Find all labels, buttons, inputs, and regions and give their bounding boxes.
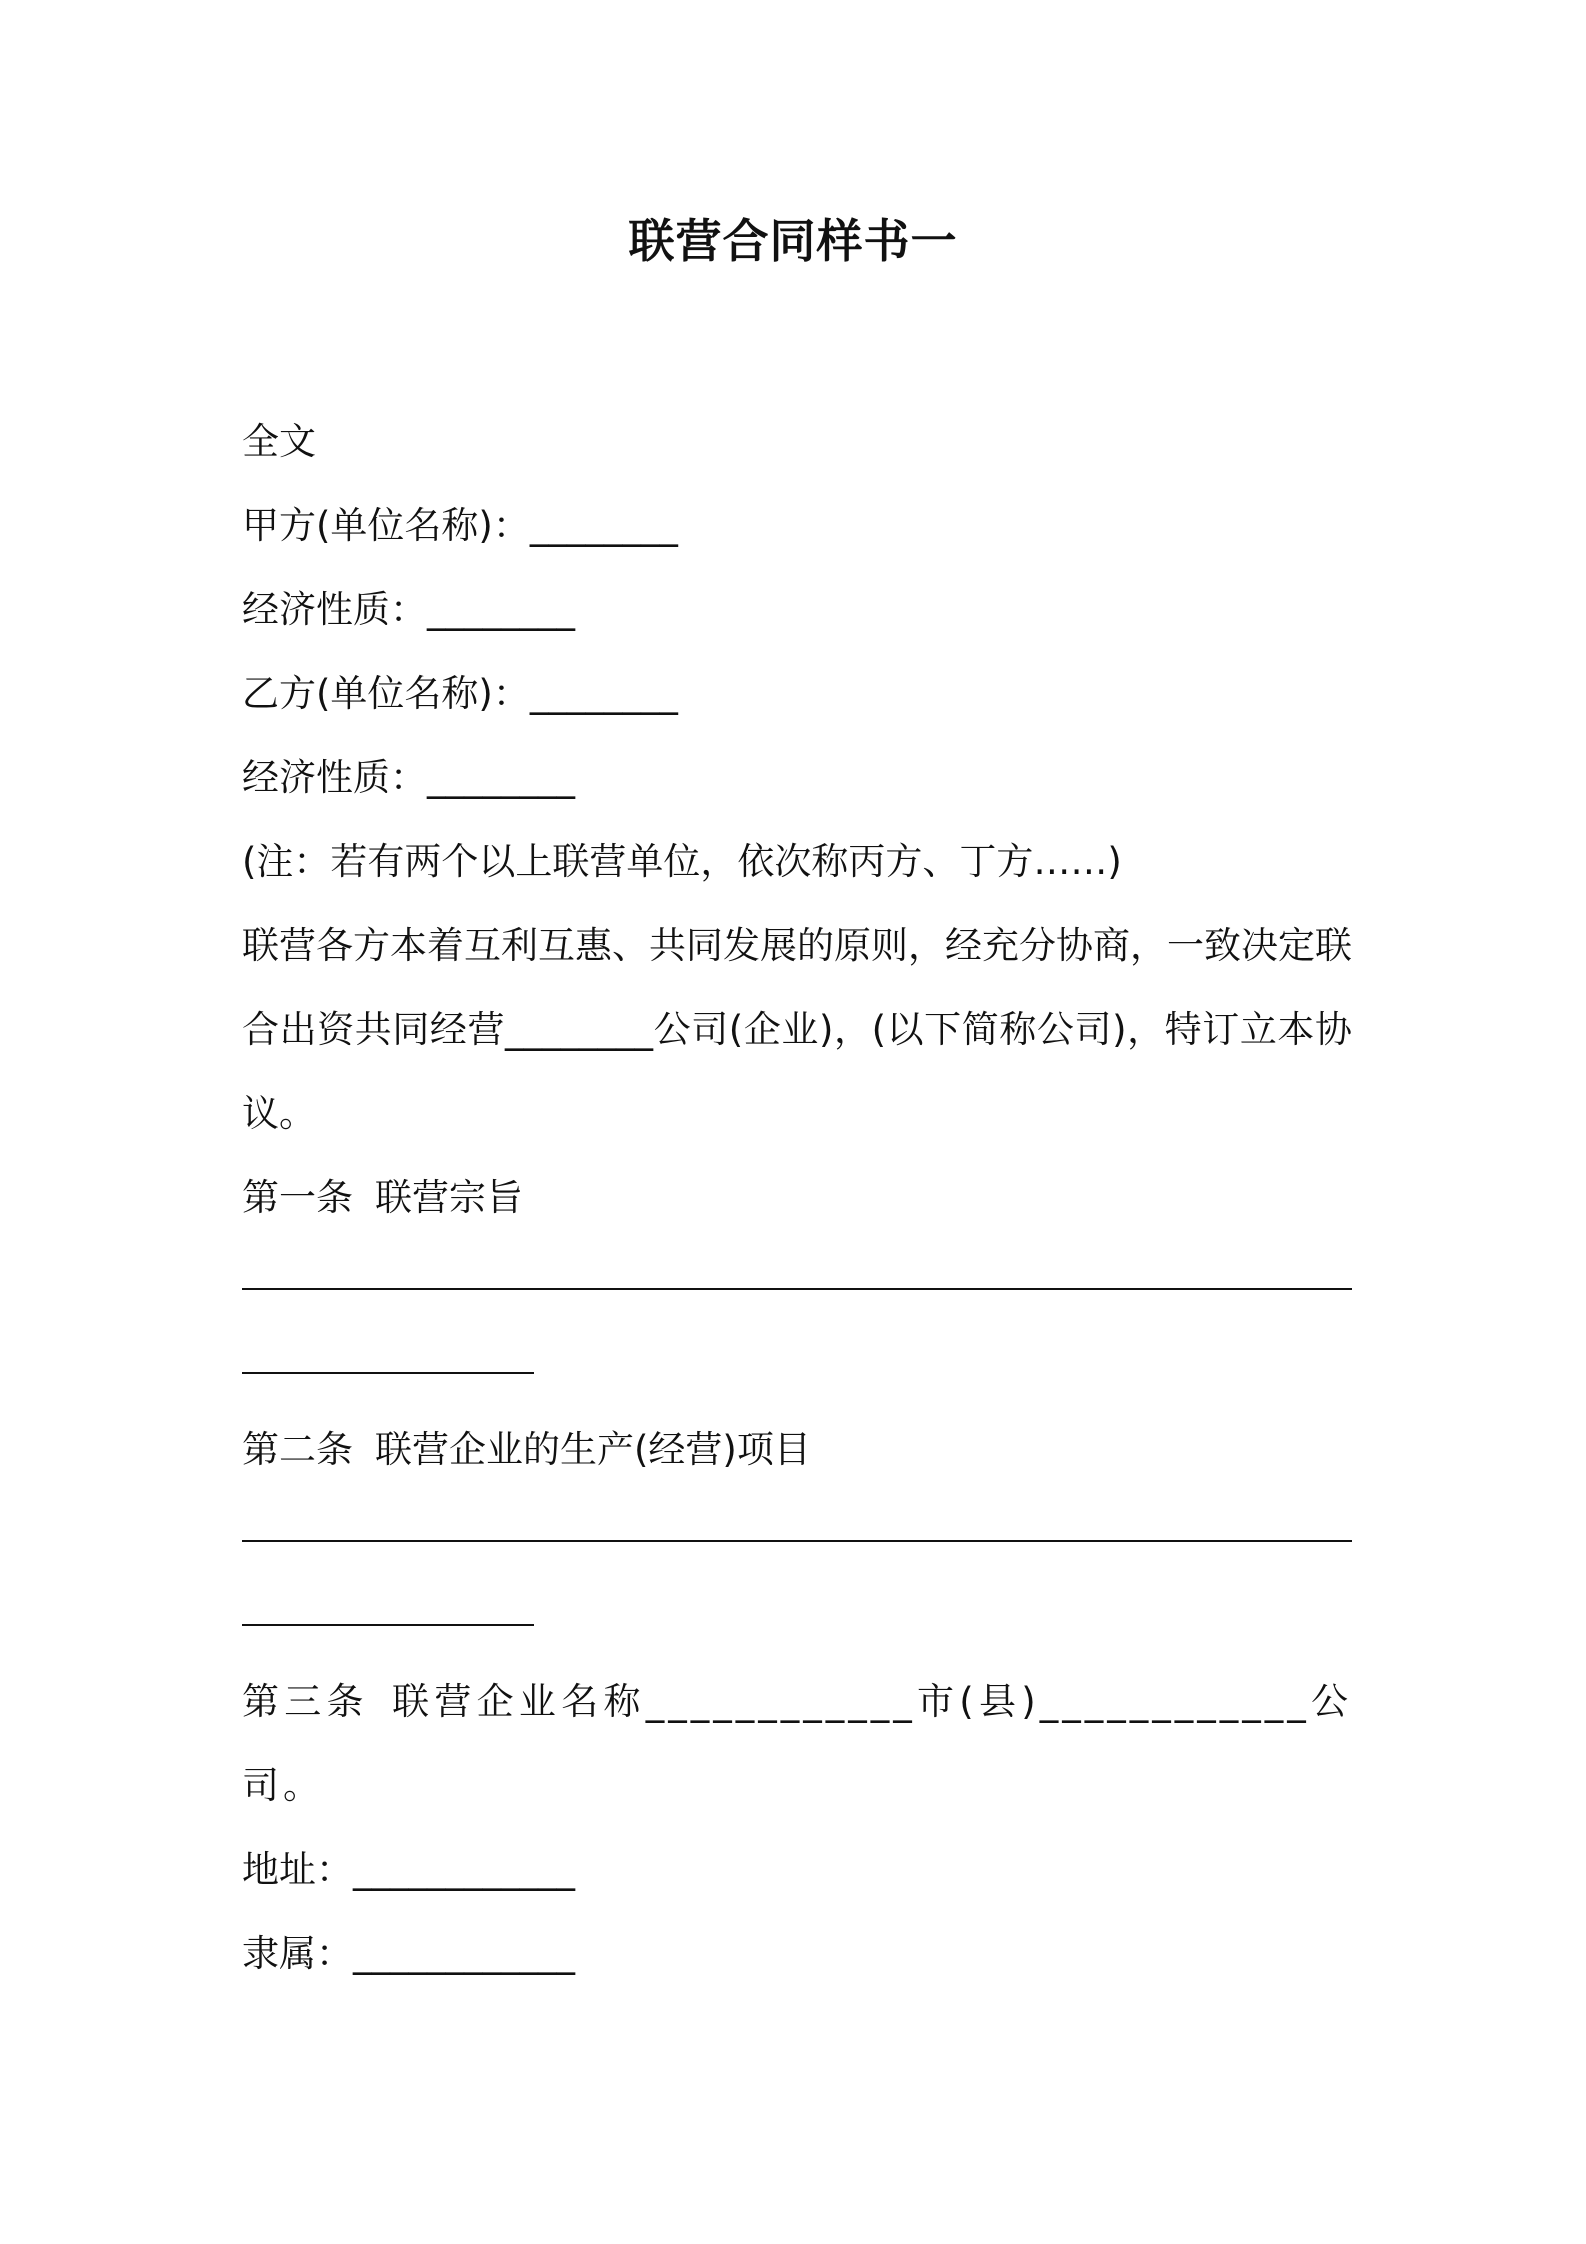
party-b-nature-line: 经济性质：________ xyxy=(242,756,575,799)
document-title: 联营合同样书一 xyxy=(628,214,958,268)
fill-underline xyxy=(242,1288,1352,1290)
article-2-fill-line-2 xyxy=(242,1576,1352,1660)
note-line: (注：若有两个以上联营单位，依次称丙方、丁方……) xyxy=(242,840,1122,883)
party-b-line: 乙方(单位名称)：________ xyxy=(242,672,678,715)
document-body xyxy=(242,400,1352,1996)
article-1-fill-line-1 xyxy=(242,1240,1352,1324)
article-1-heading xyxy=(242,1156,1352,1240)
article-1-fill-line-2 xyxy=(242,1324,1352,1408)
party-a-nature-line: 经济性质：________ xyxy=(242,588,575,631)
fill-underline xyxy=(242,1372,534,1374)
fill-underline xyxy=(242,1540,1352,1542)
article-1-title: 联营宗旨 xyxy=(375,1176,523,1219)
article-3-paragraph xyxy=(242,1660,1352,1828)
article-3-number: 第三条 xyxy=(242,1680,369,1723)
party-a-line: 甲方(单位名称)：________ xyxy=(242,504,678,547)
article-3-text: 联营企业名称____________市(县)____________公司。 xyxy=(242,1680,1352,1807)
article-2-title: 联营企业的生产(经营)项目 xyxy=(375,1428,811,1471)
article-2-fill-line-1 xyxy=(242,1492,1352,1576)
preamble-paragraph: 联营各方本着互利互惠、共同发展的原则，经充分协商，一致决定联合出资共同经营________公司(企业)，(以下简称公司)，特订立本协议。 xyxy=(242,924,1352,1135)
full-text-label: 全文 xyxy=(242,420,316,463)
article-1-number: 第一条 xyxy=(242,1176,353,1219)
affiliation-line: 隶属：____________ xyxy=(242,1932,575,1975)
article-2-heading xyxy=(242,1408,1352,1492)
fill-underline xyxy=(242,1624,534,1626)
address-line: 地址：____________ xyxy=(242,1848,575,1891)
article-2-number: 第二条 xyxy=(242,1428,353,1471)
